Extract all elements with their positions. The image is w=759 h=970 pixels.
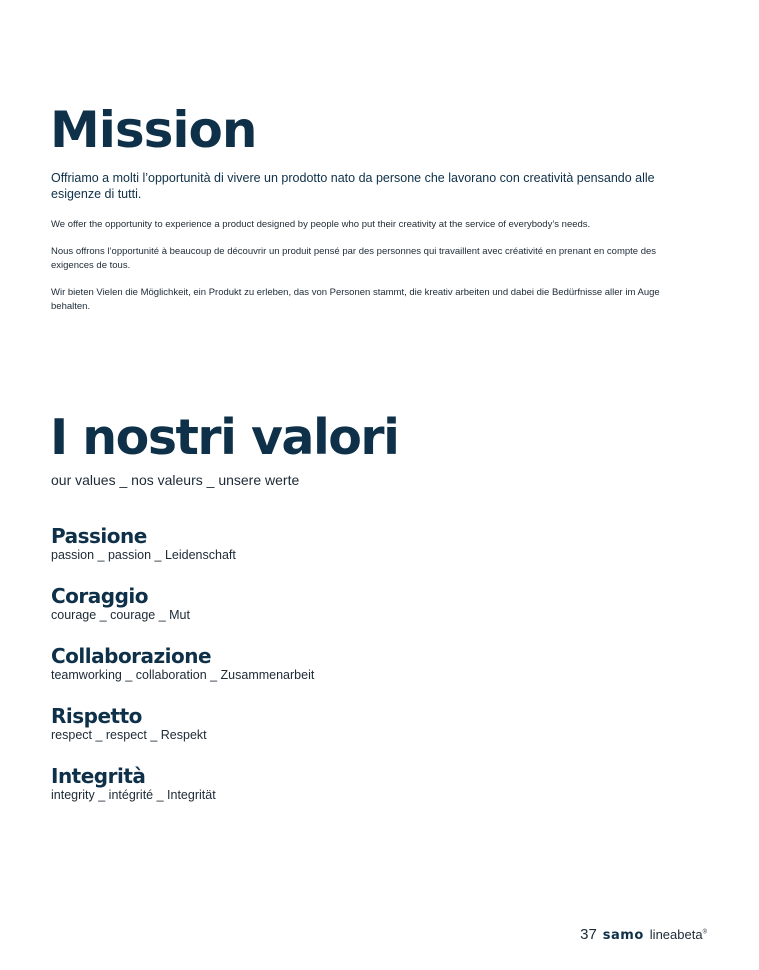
value-item <box>51 764 216 803</box>
value-translations: respect _ respect _ Respekt <box>51 728 207 742</box>
value-translations: passion _ passion _ Leidenschaft <box>51 548 236 562</box>
value-translations: courage _ courage _ Mut <box>51 608 190 622</box>
value-name: Collaborazione <box>51 644 212 668</box>
value-name: Rispetto <box>51 704 142 728</box>
page-number: 37 <box>580 926 597 943</box>
value-name: Passione <box>51 524 147 548</box>
value-translations: integrity _ intégrité _ Integrität <box>51 788 216 802</box>
value-name: Coraggio <box>51 584 149 608</box>
values-subtitle: our values _ nos valeurs _ unsere werte <box>51 472 300 488</box>
value-item <box>51 584 190 623</box>
page-footer <box>580 926 707 943</box>
mission-text-german: Wir bieten Vielen die Möglichkeit, ein Produkt zu erleben, das von Personen stammt, die kreativ arbeiten und dabei die Bedürfnisse aller im Auge behalten. <box>51 287 660 312</box>
sub-brand-logo <box>650 927 707 942</box>
value-name: Integrità <box>51 764 146 788</box>
mission-title: Mission <box>50 101 257 159</box>
mission-text-english: We offer the opportunity to experience a product designed by people who put their creativity at the service of everybody’s needs. <box>51 219 591 230</box>
brand-logo: samo <box>602 928 644 943</box>
values-title: I nostri valori <box>50 409 399 466</box>
value-item <box>51 704 207 743</box>
value-item <box>51 644 314 683</box>
value-item <box>51 524 236 563</box>
mission-text-french: Nous offrons l’opportunité à beaucoup de découvrir un produit pensé par des personnes qui travaillent avec créativité en prenant en compte des exigences de tous. <box>51 246 657 271</box>
value-translations: teamworking _ collaboration _ Zusammenarbeit <box>51 668 315 682</box>
sub-brand-text: lineabeta <box>649 927 703 942</box>
trademark-symbol: ® <box>702 929 707 936</box>
mission-text-italian: Offriamo a molti l’opportunità di vivere un prodotto nato da persone che lavorano con creatività pensando alle esigenze di tutti. <box>51 171 655 201</box>
